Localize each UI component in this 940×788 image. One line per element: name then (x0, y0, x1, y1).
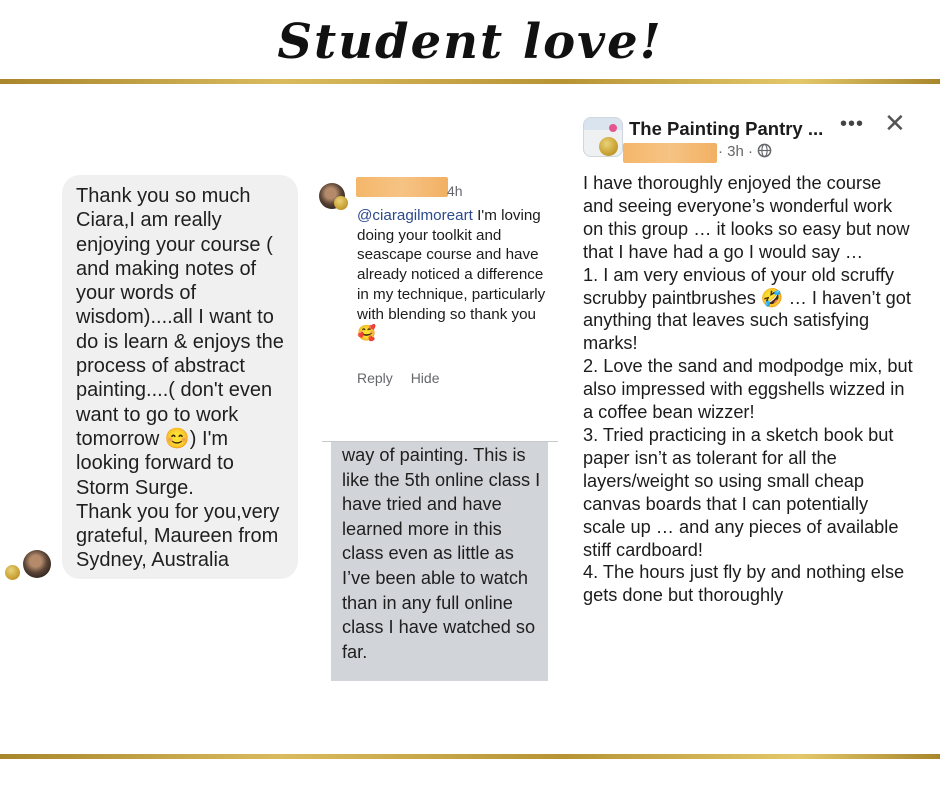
group-name[interactable]: The Painting Pantry ... (629, 118, 824, 139)
message-bubble (62, 175, 298, 579)
comment-body: I'm loving doing your toolkit and seascape course and have already noticed a difference in my technique, particularly with blending so thank you 🥰 (357, 207, 546, 343)
more-options-icon[interactable]: ••• (840, 113, 865, 135)
bottom-gold-divider (0, 754, 940, 759)
redacted-name (356, 177, 448, 197)
hide-link[interactable]: Hide (410, 370, 440, 386)
sender-avatar (23, 550, 51, 578)
top-gold-divider (0, 79, 940, 84)
close-icon[interactable]: ✕ (884, 108, 906, 138)
grey-message-text: way of painting. This is like the 5th online class I have tried and have learned more in this class even as little as I’ve been able to watch than in any full online class I have watched so far. (342, 445, 541, 662)
gold-dot-decoration (334, 196, 348, 210)
gold-dot-decoration (5, 565, 20, 580)
redacted-name (623, 143, 717, 163)
page-title: Student love! (277, 14, 663, 70)
message-text: Thank you so much Ciara,I am really enjoying your course ( and making notes of your words of wisdom)....all I want to do is learn & enjoys the process of abstract painting....( don't even want to go to work tomorrow 😊) I'm looking forward to Storm Surge. Thank you for you,very grateful, Maureen from Sydney, Australia (76, 185, 284, 572)
comment-text (357, 206, 557, 344)
comment-actions (357, 370, 453, 386)
post-meta (718, 143, 772, 160)
post-time: · 3h · (718, 143, 754, 160)
post-body: I have thoroughly enjoyed the course and seeing everyone’s wonderful work on this group … it looks so easy but now that I have had a go I would say … 1. I am very envious of your old scruffy scrubby paintbrushes 🤣 … I haven’t got anything that leaves such satisfying marks! 2. Love the sand and modpodge mix, but also impressed with eggshells wizzed in a coffee bean wizzer! 3. Tried practicing in a sketch book but paper isn’t as tolerant for all the layers/weight so using small cheap canvas boards that I can potentially scale up … and any pieces of available stiff cardboard! 4. The hours just fly by and nothing else gets done but thoroughly (583, 173, 913, 606)
comment-time: 4h (447, 183, 463, 199)
gold-dot-decoration (599, 137, 618, 156)
grey-message-box (331, 442, 548, 681)
comment-mention[interactable]: @ciaragilmoreart (357, 207, 473, 224)
globe-icon (757, 143, 772, 158)
reply-link[interactable]: Reply (357, 370, 393, 386)
